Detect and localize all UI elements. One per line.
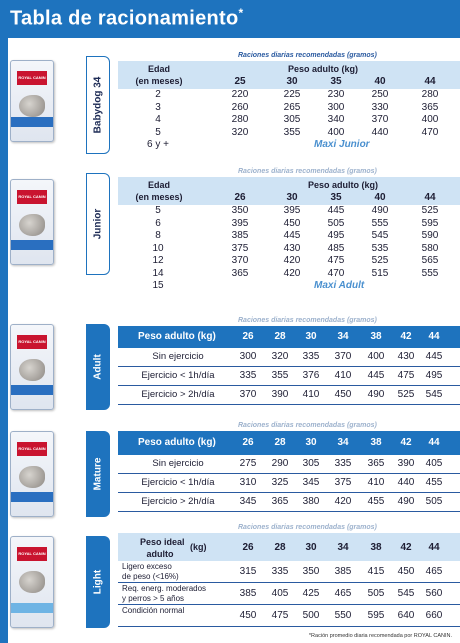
value-cell: 405 (271, 588, 289, 599)
value-cell: 595 (421, 217, 439, 229)
value-cell: 370 (371, 114, 389, 125)
table-row (118, 268, 460, 281)
table-row (118, 367, 460, 386)
value-cell: 225 (283, 89, 301, 100)
age-cell: 10 (152, 242, 164, 254)
row-label: Ejercicio > 2h/día (141, 496, 215, 507)
adult-tab: Adult (86, 324, 110, 410)
weight-col-header: 30 (286, 76, 298, 87)
value-cell: 505 (425, 496, 443, 507)
age-cell: 3 (155, 101, 161, 113)
weight-col-header: 28 (274, 331, 286, 342)
weight-col-header: 26 (242, 331, 254, 342)
weight-col-header: 38 (370, 437, 382, 448)
adult-product (0, 318, 120, 416)
value-cell: 335 (334, 458, 352, 469)
weight-col-header: 34 (337, 437, 349, 448)
junior-bag-image: ROYAL CANIN (10, 179, 54, 265)
value-cell: 420 (283, 267, 301, 279)
weight-header: Peso adulto (kg) (308, 180, 379, 190)
weight-col-header: 28 (274, 542, 286, 553)
value-cell: 590 (421, 230, 439, 241)
value-cell: 420 (283, 255, 301, 266)
table-row-special (118, 139, 460, 152)
weight-col-header: 30 (305, 331, 317, 342)
value-cell: 595 (367, 610, 385, 621)
value-cell: 545 (371, 230, 389, 241)
value-cell: 365 (231, 267, 249, 279)
value-cell: 425 (302, 588, 320, 599)
value-cell: 475 (327, 255, 345, 266)
page-header (0, 0, 460, 38)
row-label: Ejercicio < 1h/día (141, 477, 215, 488)
value-cell: 280 (421, 89, 439, 100)
value-cell: 470 (327, 267, 345, 279)
value-cell: 440 (371, 126, 389, 138)
weight-col-header: 44 (428, 437, 440, 448)
weight-col-header: 42 (400, 331, 412, 342)
value-cell: 410 (302, 389, 320, 400)
value-cell: 320 (231, 126, 249, 138)
light-product (0, 530, 120, 634)
babydog-caption: Raciones diarias recomendadas (gramos) (238, 52, 377, 59)
age-cell: 4 (155, 114, 161, 125)
value-cell: 250 (371, 89, 389, 100)
value-cell: 305 (302, 458, 320, 469)
table-row (118, 230, 460, 243)
value-cell: 465 (334, 588, 352, 599)
special-product-label: Maxi Junior (314, 139, 370, 150)
weight-col-header: 44 (424, 76, 436, 87)
value-cell: 365 (421, 101, 439, 113)
junior-table-header (118, 177, 460, 205)
value-cell: 365 (367, 458, 385, 469)
value-cell: 515 (371, 267, 389, 279)
weight-col-header: 34 (337, 331, 349, 342)
row-label: Condición normal (122, 606, 185, 615)
value-cell: 355 (271, 370, 289, 381)
value-cell: 370 (239, 389, 257, 400)
row-label: Req. energ. moderados y perros > 5 años (122, 584, 207, 603)
weight-col-header: 34 (337, 542, 349, 553)
row-label: Sin ejercicio (152, 458, 204, 469)
value-cell: 370 (334, 351, 352, 362)
babydog-table (118, 61, 460, 152)
babydog-product (0, 52, 120, 162)
value-cell: 380 (302, 496, 320, 507)
value-cell: 555 (371, 217, 389, 229)
table-row (118, 561, 460, 583)
mature-caption: Raciones diarias recomendadas (gramos) (238, 422, 377, 429)
table-row (118, 583, 460, 605)
value-cell: 400 (421, 114, 439, 125)
value-cell: 265 (283, 101, 301, 113)
table-row (118, 205, 460, 218)
age-header: Edad (en meses) (135, 180, 183, 202)
weight-col-header: 35 (330, 192, 342, 203)
table-row-special (118, 280, 460, 293)
value-cell: 470 (421, 126, 439, 138)
junior-table (118, 177, 460, 293)
value-cell: 310 (239, 477, 257, 488)
value-cell: 395 (231, 217, 249, 229)
page-title: Tabla de racionamiento* (10, 6, 244, 30)
weight-header: Peso adulto (kg) (288, 64, 359, 74)
weight-col-header: 28 (274, 437, 286, 448)
value-cell: 390 (397, 458, 415, 469)
adult-table (118, 326, 460, 405)
table-row (118, 102, 460, 115)
value-cell: 555 (421, 267, 439, 279)
value-cell: 290 (271, 458, 289, 469)
row-label: Ejercicio < 1h/día (141, 370, 215, 381)
light-table (118, 533, 460, 627)
value-cell: 420 (334, 496, 352, 507)
value-cell: 450 (239, 610, 257, 621)
age-header: Edad (en meses) (135, 64, 183, 86)
age-cell: 6 (155, 217, 161, 229)
weight-col-header: 30 (305, 542, 317, 553)
weight-col-header: 38 (370, 542, 382, 553)
value-cell: 560 (425, 588, 443, 599)
light-table-header (118, 533, 460, 561)
age-cell: 5 (155, 205, 161, 216)
value-cell: 335 (271, 566, 289, 577)
table-row (118, 255, 460, 268)
value-cell: 385 (334, 566, 352, 577)
table-row (118, 243, 460, 256)
value-cell: 465 (425, 566, 443, 577)
adult-bag-image: ROYAL CANIN (10, 324, 54, 410)
weight-header: Peso adulto (kg) (138, 437, 216, 448)
value-cell: 405 (425, 458, 443, 469)
value-cell: 445 (283, 230, 301, 241)
weight-col-header: 26 (234, 192, 246, 203)
value-cell: 395 (283, 205, 301, 216)
value-cell: 330 (371, 101, 389, 113)
age-cell: 14 (152, 267, 164, 279)
weight-col-header: 44 (424, 192, 436, 203)
value-cell: 450 (397, 566, 415, 577)
age-cell: 15 (152, 280, 164, 291)
value-cell: 525 (371, 255, 389, 266)
row-label: Ligero exceso de peso (<16%) (122, 562, 179, 581)
value-cell: 275 (239, 458, 257, 469)
value-cell: 545 (397, 588, 415, 599)
value-cell: 370 (231, 255, 249, 266)
junior-product (0, 173, 120, 301)
value-cell: 345 (302, 477, 320, 488)
value-cell: 260 (231, 101, 249, 113)
value-cell: 490 (367, 389, 385, 400)
value-cell: 455 (367, 496, 385, 507)
value-cell: 365 (271, 496, 289, 507)
value-cell: 350 (302, 566, 320, 577)
weight-col-header: 42 (400, 542, 412, 553)
value-cell: 410 (334, 370, 352, 381)
table-row (118, 455, 460, 474)
value-cell: 280 (231, 114, 249, 125)
value-cell: 400 (367, 351, 385, 362)
adult-table-header (118, 326, 460, 348)
weight-col-header: 26 (242, 542, 254, 553)
row-label: Sin ejercicio (152, 351, 204, 362)
table-row (118, 218, 460, 231)
value-cell: 415 (367, 566, 385, 577)
value-cell: 430 (397, 351, 415, 362)
mature-table (118, 431, 460, 512)
value-cell: 495 (425, 370, 443, 381)
value-cell: 475 (397, 370, 415, 381)
table-row (118, 474, 460, 493)
value-cell: 580 (421, 242, 439, 254)
weight-unit: (kg) (190, 542, 207, 552)
value-cell: 490 (397, 496, 415, 507)
mature-product (0, 425, 120, 523)
value-cell: 430 (283, 242, 301, 254)
value-cell: 355 (283, 126, 301, 138)
babydog-bag-image: ROYAL CANIN (10, 60, 54, 142)
value-cell: 550 (334, 610, 352, 621)
value-cell: 450 (334, 389, 352, 400)
value-cell: 410 (367, 477, 385, 488)
weight-col-header: 25 (234, 76, 246, 87)
value-cell: 640 (397, 610, 415, 621)
babydog-tab: Babydog 34 (86, 56, 110, 154)
age-cell: 5 (155, 126, 161, 138)
weight-col-header: 38 (370, 331, 382, 342)
value-cell: 445 (425, 351, 443, 362)
value-cell: 375 (231, 242, 249, 254)
babydog-table-header (118, 61, 460, 89)
junior-tab: Junior (86, 173, 110, 275)
age-cell: 8 (155, 230, 161, 241)
junior-caption: Raciones diarias recomendadas (gramos) (238, 168, 377, 175)
adult-caption: Raciones diarias recomendadas (gramos) (238, 317, 377, 324)
weight-col-header: 35 (330, 76, 342, 87)
table-row (118, 127, 460, 140)
row-label: Ejercicio > 2h/día (141, 389, 215, 400)
value-cell: 445 (367, 370, 385, 381)
value-cell: 450 (283, 217, 301, 229)
value-cell: 525 (421, 205, 439, 216)
value-cell: 565 (421, 255, 439, 266)
weight-col-header: 40 (374, 192, 386, 203)
age-cell: 12 (152, 255, 164, 266)
value-cell: 485 (327, 242, 345, 254)
value-cell: 505 (327, 217, 345, 229)
weight-header: Peso ideal adulto (140, 537, 185, 559)
table-row (118, 348, 460, 367)
weight-col-header: 30 (286, 192, 298, 203)
value-cell: 325 (271, 477, 289, 488)
value-cell: 350 (231, 205, 249, 216)
value-cell: 340 (327, 114, 345, 125)
value-cell: 445 (327, 205, 345, 216)
value-cell: 400 (327, 126, 345, 138)
value-cell: 525 (397, 389, 415, 400)
value-cell: 490 (371, 205, 389, 216)
value-cell: 505 (367, 588, 385, 599)
table-row (118, 89, 460, 102)
value-cell: 375 (334, 477, 352, 488)
table-row (118, 114, 460, 127)
weight-header: Peso adulto (kg) (138, 331, 216, 342)
value-cell: 660 (425, 610, 443, 621)
light-tab: Light (86, 536, 110, 628)
special-product-label: Maxi Adult (314, 280, 365, 291)
value-cell: 376 (302, 370, 320, 381)
value-cell: 305 (283, 114, 301, 125)
table-row (118, 493, 460, 512)
value-cell: 220 (231, 89, 249, 100)
value-cell: 385 (231, 230, 249, 241)
value-cell: 345 (239, 496, 257, 507)
weight-col-header: 30 (305, 437, 317, 448)
value-cell: 335 (302, 351, 320, 362)
value-cell: 300 (327, 101, 345, 113)
value-cell: 545 (425, 389, 443, 400)
light-bag-image: ROYAL CANIN (10, 536, 54, 628)
value-cell: 390 (271, 389, 289, 400)
mature-bag-image: ROYAL CANIN (10, 431, 54, 517)
value-cell: 385 (239, 588, 257, 599)
weight-col-header: 26 (242, 437, 254, 448)
mature-table-header (118, 431, 460, 455)
weight-col-header: 42 (400, 437, 412, 448)
value-cell: 535 (371, 242, 389, 254)
value-cell: 455 (425, 477, 443, 488)
value-cell: 335 (239, 370, 257, 381)
value-cell: 500 (302, 610, 320, 621)
age-cell: 2 (155, 89, 161, 100)
age-cell: 6 y + (147, 139, 169, 150)
light-caption: Raciones diarias recomendadas (gramos) (238, 524, 377, 531)
value-cell: 440 (397, 477, 415, 488)
value-cell: 475 (271, 610, 289, 621)
weight-col-header: 40 (374, 76, 386, 87)
table-row (118, 605, 460, 627)
weight-col-header: 44 (428, 331, 440, 342)
value-cell: 230 (327, 89, 345, 100)
weight-col-header: 44 (428, 542, 440, 553)
table-row (118, 386, 460, 405)
value-cell: 320 (271, 351, 289, 362)
value-cell: 495 (327, 230, 345, 241)
footnote: *Ración promedio diaria recomendada por ROYAL CANIN. (308, 633, 452, 639)
value-cell: 300 (239, 351, 257, 362)
value-cell: 315 (239, 566, 257, 577)
mature-tab: Mature (86, 431, 110, 517)
